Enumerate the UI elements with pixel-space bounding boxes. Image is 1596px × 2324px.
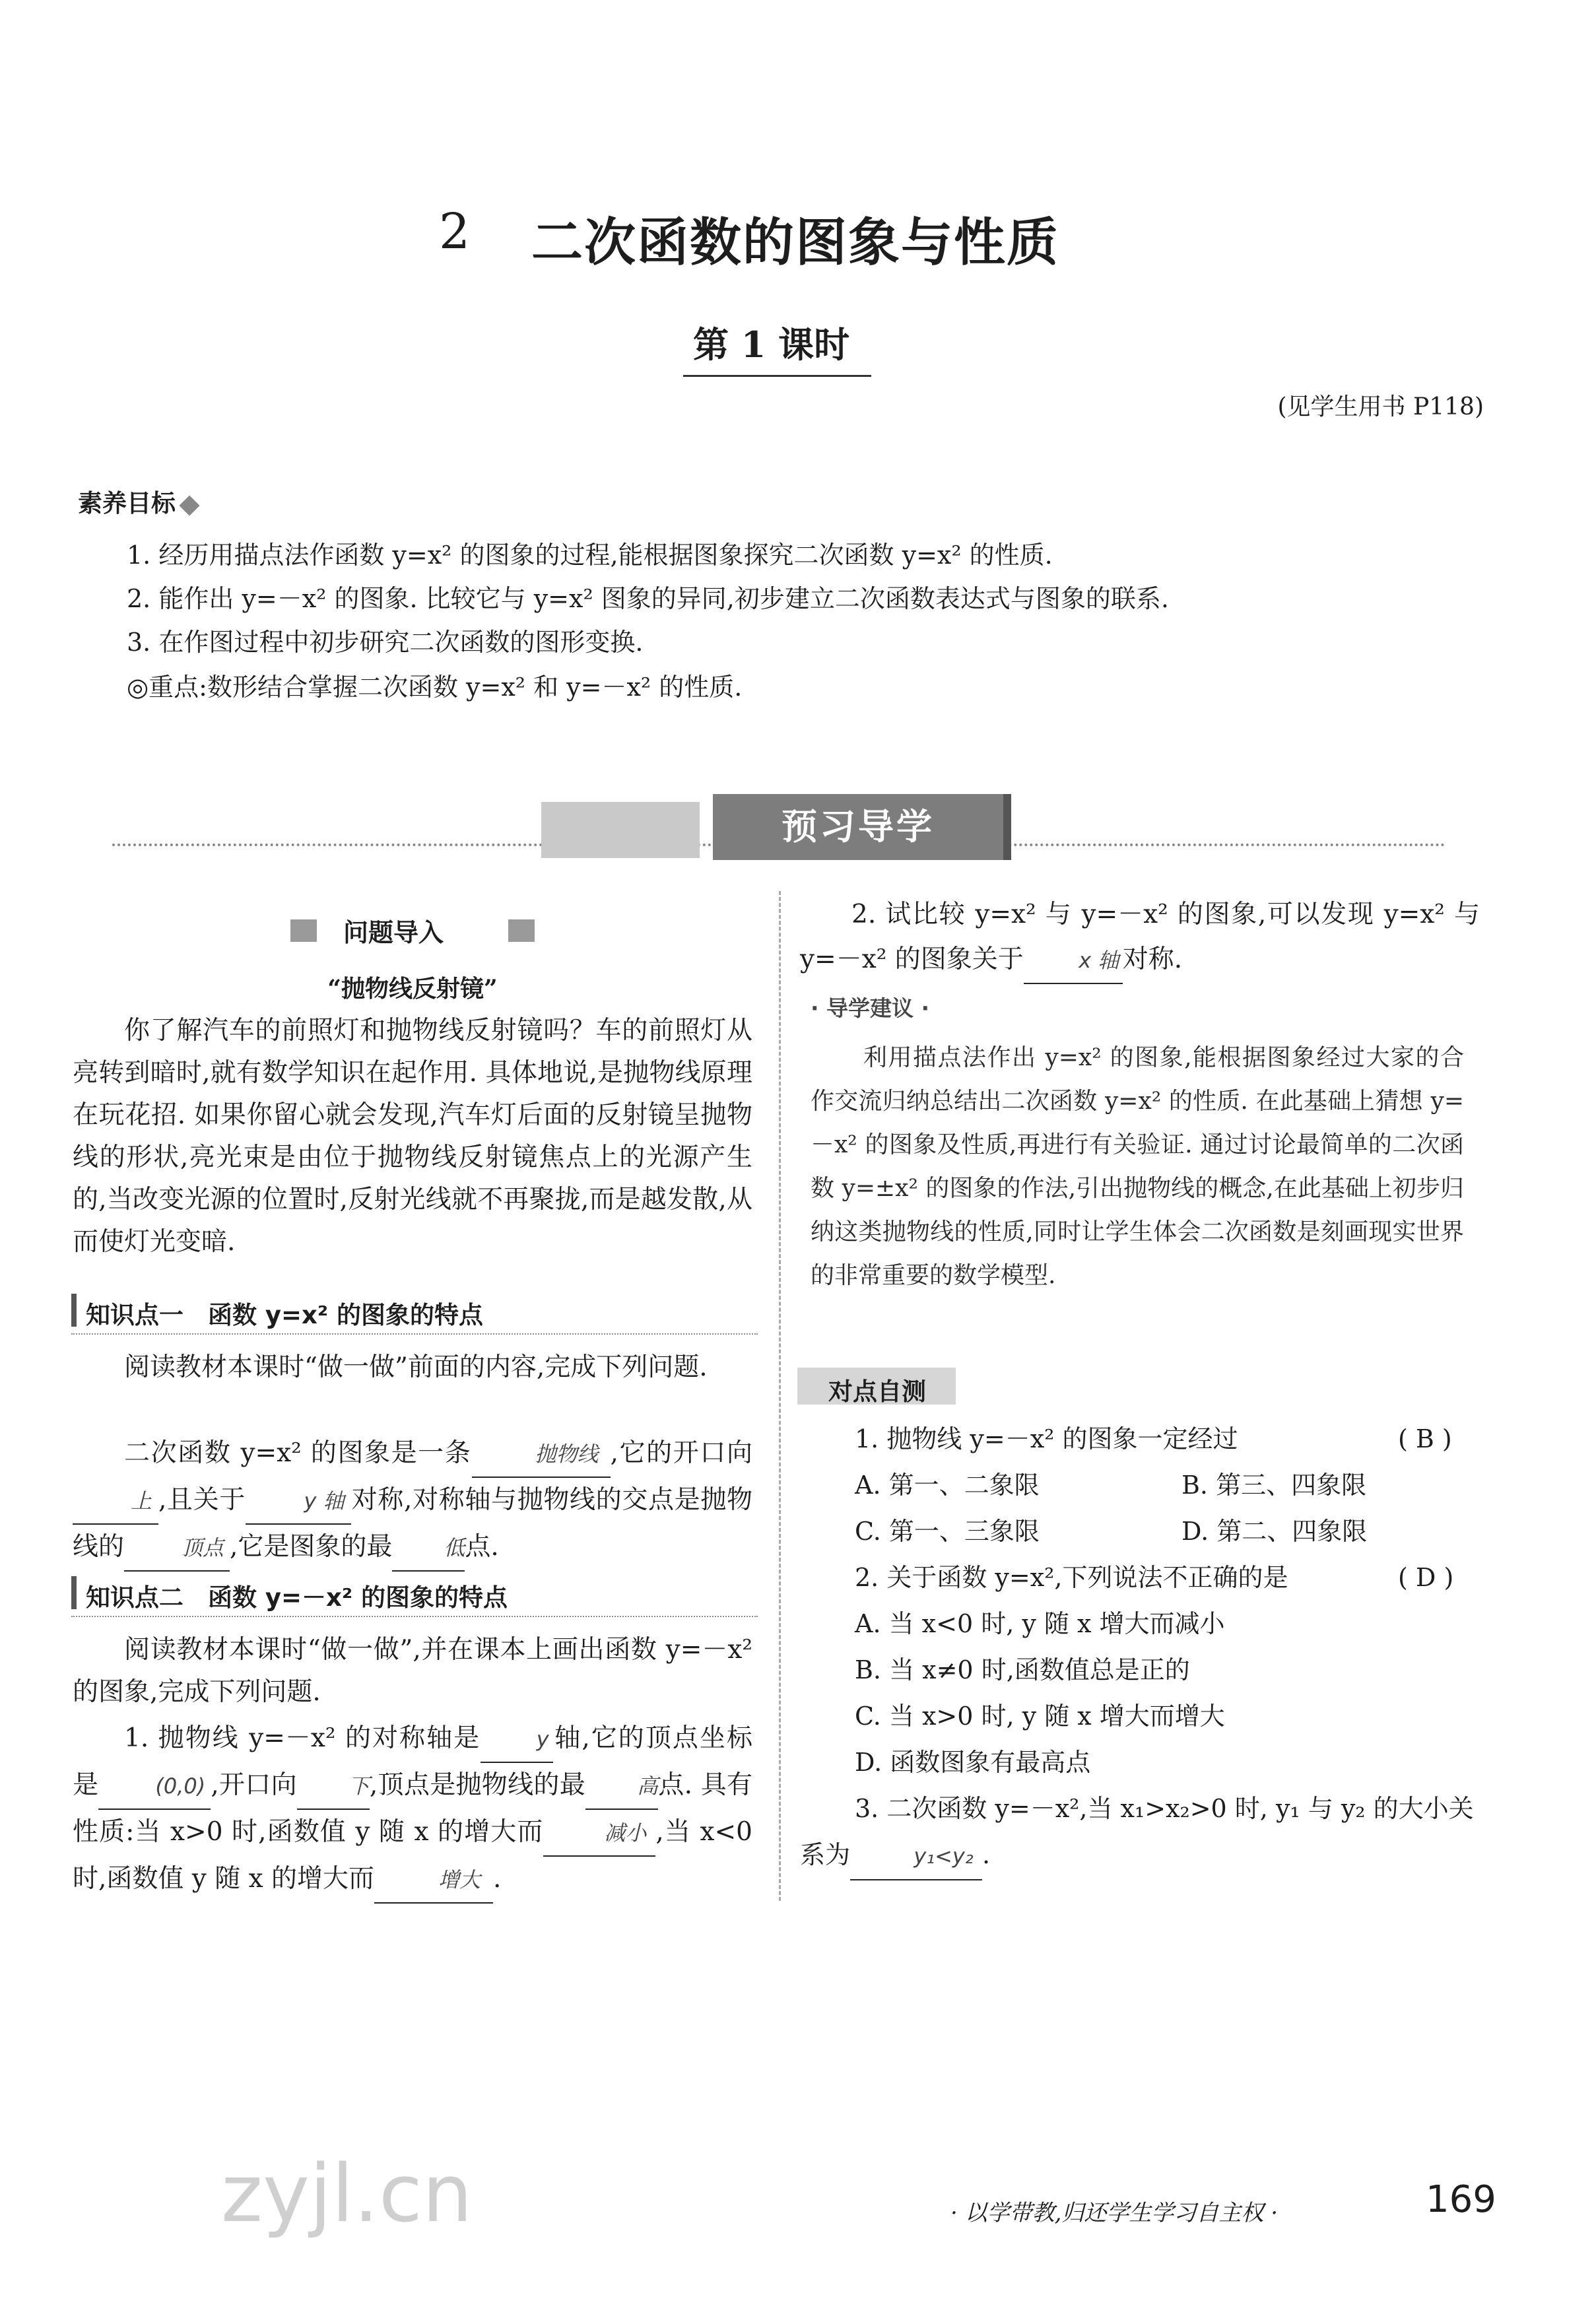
footer-motto: · 以学带教,归还学生学习自主权 · xyxy=(950,2200,1279,2226)
answer-blank: 高 xyxy=(585,1764,658,1810)
intro-title: “抛物线反射镜” xyxy=(327,975,498,1003)
option: C. 第一、三象限 xyxy=(855,1517,1040,1546)
test-heading: 对点自测 xyxy=(828,1378,926,1406)
answer-blank: y 轴 xyxy=(246,1478,351,1525)
kp1-title: 知识点一 函数 y=x² 的图象的特点 xyxy=(86,1301,483,1329)
lesson-label: 第 1 课时 xyxy=(693,323,850,366)
intro-text: 你了解汽车的前照灯和抛物线反射镜吗？车的前照灯从亮转到暗时,就有数学知识在起作用. 具体地说,是抛物线原理在玩花招. 如果你留心就会发现,汽车灯后面的反射镜呈抛物线的形状,亮光束是由位于抛物线反射镜焦点上的光源产生的,当改变光源的位置时,反射光线就不再聚拢,而是越发散,从而使灯光变暗. xyxy=(73,1016,752,1257)
page-title: 二次函数的图象与性质 xyxy=(531,213,1060,273)
compare-question: 2. 试比较 y=x² 与 y=－x² 的图象,可以发现 y=x² 与 y=－x² 的图象关于 x 轴 对称. xyxy=(800,892,1480,984)
answer-blank: x 轴 xyxy=(1024,938,1123,984)
kp1-bar xyxy=(71,1294,77,1327)
answer-blank: 低 xyxy=(392,1525,465,1572)
answer-blank: 顶点 xyxy=(124,1525,230,1572)
page-number: 169 xyxy=(1426,2178,1496,2221)
banner-cap xyxy=(1003,794,1011,860)
question-1: 1. 抛物线 y=－x² 的图象一定经过 xyxy=(855,1424,1238,1453)
question-3: 3. 二次函数 y=－x²,当 x₁>x₂>0 时, y₁ 与 y₂ 的大小关系为 y₁<y₂ . xyxy=(800,1785,1480,1880)
answer-blank: (0,0) xyxy=(98,1764,211,1810)
banner-decoration xyxy=(541,802,700,858)
answer-blank: y xyxy=(481,1717,553,1763)
answer-1: ( B ) xyxy=(1398,1424,1452,1453)
option: B. 第三、四象限 xyxy=(1181,1471,1367,1500)
question-2: 2. 关于函数 y=x²,下列说法不正确的是 xyxy=(855,1563,1288,1592)
watermark: zyjl.cn xyxy=(221,2148,473,2240)
head-bar-left xyxy=(290,919,317,942)
book-reference: (见学生用书 P118) xyxy=(1277,393,1484,420)
column-divider xyxy=(779,891,781,1901)
goal-item: 1. 经历用描点法作函数 y=x² 的图象的过程,能根据图象探究二次函数 y=x² 的性质. xyxy=(127,541,1053,570)
section-number: 2 xyxy=(439,203,471,260)
option: D. 第二、四象限 xyxy=(1181,1517,1368,1546)
lesson-underline xyxy=(683,375,871,377)
option: A. 当 x<0 时, y 随 x 增大而减小 xyxy=(855,1609,1225,1638)
answer-blank: 下 xyxy=(297,1764,370,1810)
answer-2: ( D ) xyxy=(1398,1563,1454,1592)
kp2-instruction: 阅读教材本课时“做一做”,并在课本上画出函数 y=－x² 的图象,完成下列问题. xyxy=(73,1635,752,1707)
answer-blank: y₁<y₂ xyxy=(850,1833,982,1880)
answer-blank: 增大 xyxy=(374,1857,493,1904)
goal-item: 2. 能作出 y=－x² 的图象. 比较它与 y=x² 图象的异同,初步建立二次函数表达式与图象的联系. xyxy=(127,584,1169,613)
answer-blank: 上 xyxy=(73,1478,158,1525)
answer-blank: 抛物线 xyxy=(472,1432,611,1478)
goal-focus: ◎重点:数形结合掌握二次函数 y=x² 和 y=－x² 的性质. xyxy=(127,673,743,702)
guide-text: 利用描点法作出 y=x² 的图象,能根据图象经过大家的合作交流归纳总结出二次函数 y=x² 的性质. 在此基础上猜想 y=－x² 的图象及性质,再进行有关验证. 通过讨论最简单的二次函数 y=±x² 的图象的作法,引出抛物线的概念,在此基础上初步归纳这类抛物线的性质,同时让学生体会二次函数是刻画现实世界的非常重要的数学模型. xyxy=(811,1044,1464,1289)
option: B. 当 x≠0 时,函数值总是正的 xyxy=(855,1655,1190,1684)
option: C. 当 x>0 时, y 随 x 增大而增大 xyxy=(855,1702,1225,1731)
goal-item: 3. 在作图过程中初步研究二次函数的图形变换. xyxy=(127,628,644,657)
kp2-body: 1. 抛物线 y=－x² 的对称轴是 y 轴,它的顶点坐标是 (0,0) ,开口向 下,顶点是抛物线的最 高点. 具有性质:当 x>0 时,函数值 y 随 x 的增大而 减小 ,当 x<0 时,函数值 y 随 x 的增大而 增大 . xyxy=(73,1716,752,1904)
kp2-divider xyxy=(71,1616,758,1617)
kp1-instruction: 阅读教材本课时“做一做”前面的内容,完成下列问题. xyxy=(124,1352,708,1382)
diamond-icon xyxy=(179,495,199,515)
option: D. 函数图象有最高点 xyxy=(855,1748,1091,1777)
head-bar-right xyxy=(508,919,535,942)
answer-blank: 减小 xyxy=(543,1810,655,1857)
kp2-bar xyxy=(71,1576,77,1609)
goals-heading: 素养目标 xyxy=(78,483,197,519)
option: A. 第一、二象限 xyxy=(855,1471,1040,1500)
section-banner: 预习导学 xyxy=(713,794,1003,860)
kp1-divider xyxy=(71,1333,758,1335)
guide-heading: · 导学建议 · xyxy=(811,995,930,1021)
intro-heading: 问题导入 xyxy=(343,918,444,947)
kp2-title: 知识点二 函数 y=－x² 的图象的特点 xyxy=(86,1583,508,1612)
kp1-body: 二次函数 y=x² 的图象是一条 抛物线 ,它的开口向上 ,且关于 y 轴 对称,对称轴与抛物线的交点是抛物线的 顶点 ,它是图象的最 低点. xyxy=(73,1431,752,1572)
